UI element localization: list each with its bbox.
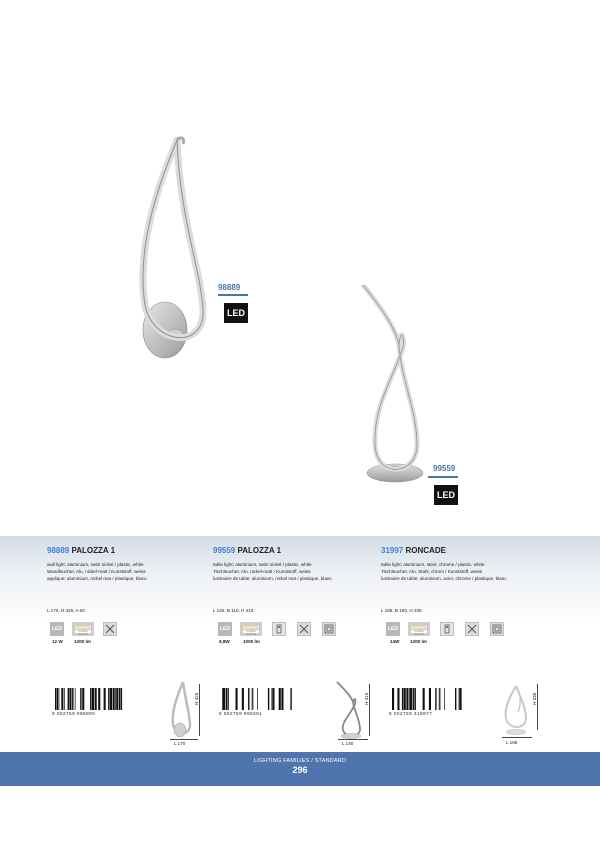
product-title (213, 546, 393, 555)
table-lamp-led-badge: LED (434, 485, 458, 505)
barcode-number: 9 002759 995591 (219, 711, 263, 716)
wattage-label: 9,8W (219, 639, 230, 644)
product-column-3 (381, 546, 561, 582)
description-line-de: Tischleuchte; Alu, nickel-matt / Kunststoff, weiss (213, 569, 311, 574)
wall-lamp-led-badge: LED (224, 303, 248, 323)
product-dimensions: L 170, H 425, A 60 (47, 608, 85, 613)
product-name: RONCADE (405, 546, 446, 555)
width-label: L 185 (506, 740, 518, 745)
lumen-label: 1200 lm (74, 639, 91, 644)
height-label: H 335 (532, 692, 537, 705)
description-line-fr: luminaire de table; aluminium, acier, chrome / plastique, blanc (381, 576, 507, 581)
table-lamp-code: 99559 (433, 464, 456, 473)
wall-lamp-photo (125, 130, 225, 360)
product-column-2 (213, 546, 393, 582)
description-line-en: table light; aluminium, steel, chrome / plastic, white (381, 562, 485, 567)
product-code: 31997 (381, 546, 404, 555)
no-dimmer-icon (297, 622, 311, 636)
height-marker (369, 684, 370, 736)
height-marker (537, 684, 538, 730)
wall-lamp-dimension-drawing (165, 680, 197, 740)
class-ii-icon (490, 622, 504, 636)
product-description (47, 561, 227, 582)
footer-section-title: LIGHTING FAMILIES / STANDARD (253, 758, 347, 764)
warm-white-icon: WARM WHITE (72, 622, 94, 636)
roncade-lamp-dimension-drawing (500, 682, 534, 738)
barcode-number: 9 002759 988890 (52, 711, 96, 716)
wattage-label: 14W (390, 639, 400, 644)
table-lamp-dimension-drawing (333, 680, 367, 740)
no-dimmer-icon (103, 622, 117, 636)
led-icon: LED (50, 622, 64, 636)
product-name: PALOZZA 1 (71, 546, 116, 555)
product-code: 98889 (47, 546, 70, 555)
width-marker (502, 737, 532, 738)
page-footer (0, 752, 600, 786)
table-lamp-photo (355, 285, 435, 490)
lumen-label: 1200 lm (410, 639, 427, 644)
height-label: H 425 (194, 692, 199, 705)
barcode-image (55, 688, 125, 710)
barcode-image (222, 688, 292, 710)
page-number: 296 (292, 765, 308, 775)
width-marker (170, 739, 198, 740)
product-code: 99559 (213, 546, 236, 555)
product-title (381, 546, 561, 555)
barcode-image (392, 688, 462, 710)
warm-white-icon: WARM WHITE (240, 622, 262, 636)
description-line-fr: applique; aluminium, nickel mat / plastique, blanc (47, 576, 147, 581)
width-label: L 140 (342, 741, 354, 746)
product-title (47, 546, 227, 555)
switch-icon (440, 622, 454, 636)
height-marker (199, 684, 200, 736)
description-line-en: table light; aluminium, satin nickel / plastic, white (213, 562, 312, 567)
description-line-fr: luminaire de table; aluminium, nickel mat / plastique, blanc (213, 576, 332, 581)
height-label: H 410 (364, 692, 369, 705)
no-dimmer-icon (465, 622, 479, 636)
class-ii-icon (322, 622, 336, 636)
product-dimensions: L 185, B 150, H 335 (381, 608, 422, 613)
switch-icon (272, 622, 286, 636)
led-icon: LED (218, 622, 232, 636)
description-line-de: Tischleuchte; Alu, Stahl, chrom / Kunststoff, weiss (381, 569, 483, 574)
warm-white-icon: WARM WHITE (408, 622, 430, 636)
led-icon: LED (386, 622, 400, 636)
width-label: L 170 (174, 741, 186, 746)
barcode-number: 9 002759 319977 (389, 711, 433, 716)
product-description (381, 561, 561, 582)
lumen-label: 1000 lm (243, 639, 260, 644)
wall-lamp-code: 98889 (218, 283, 241, 292)
wall-lamp-code-underline (218, 294, 248, 296)
width-marker (338, 739, 368, 740)
description-line-de: Wandleuchte; Alu, nickel-matt / Kunststoff, weiss (47, 569, 146, 574)
product-dimensions: L 140, B 110, H 410 (213, 608, 254, 613)
table-lamp-code-underline (428, 476, 458, 478)
wattage-label: 12 W (52, 639, 63, 644)
product-column-1 (47, 546, 227, 582)
product-description (213, 561, 393, 582)
description-line-en: wall light; aluminium, satin nickel / plastic, white (47, 562, 144, 567)
product-name: PALOZZA 1 (237, 546, 282, 555)
